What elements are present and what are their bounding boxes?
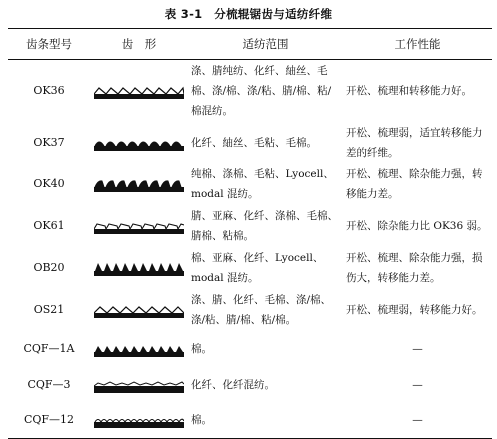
cell-model: CQF—1A xyxy=(23,341,75,355)
cell-performance: 开松、梳理弱，适宜转移能力差的纤维。 xyxy=(346,126,483,159)
cell-tooth xyxy=(90,247,188,289)
cell-model: OB20 xyxy=(33,260,65,274)
cell-model: CQF—12 xyxy=(23,413,75,427)
cell-model: OK37 xyxy=(33,135,65,149)
cell-fiber: 涤、腈、化纤、毛棉、涤/棉、涤/粘、腈/棉、粘/棉。 xyxy=(191,293,332,326)
tooth-profile-cqf12-icon xyxy=(94,411,184,429)
cell-fiber: 棉。 xyxy=(191,414,212,427)
table-row xyxy=(8,403,492,439)
cell-model: CQF—3 xyxy=(27,377,71,391)
cell-tooth xyxy=(90,123,188,163)
cell-fiber: 涤、腈纯纺、化纤、紬丝、毛棉、涤/棉、涤/粘、腈/棉、粘/棉混纺。 xyxy=(191,65,332,118)
table-row xyxy=(8,205,492,247)
tooth-profile-os21-icon xyxy=(94,301,184,319)
cell-performance: 开松、梳理、除杂能力强，转移能力差。 xyxy=(346,167,483,200)
table-row xyxy=(8,60,492,123)
cell-performance: 开松、除杂能力比 OK36 弱。 xyxy=(346,219,488,232)
cell-fiber: 化纤、紬丝、毛粘、毛棉。 xyxy=(191,136,317,149)
cell-model: OK36 xyxy=(33,84,65,98)
table-row xyxy=(8,247,492,289)
cell-performance: 开松、梳理、除杂能力强，损伤大，转移能力差。 xyxy=(346,251,483,284)
cell-performance: — xyxy=(412,342,423,355)
tooth-profile-ok36-icon xyxy=(94,82,184,100)
cell-tooth xyxy=(90,403,188,439)
tooth-profile-ok37-icon xyxy=(94,134,184,152)
table-row xyxy=(8,163,492,205)
cell-fiber: 腈、亚麻、化纤、涤棉、毛棉、腈棉、粘棉。 xyxy=(191,209,338,242)
header-performance: 工作性能 xyxy=(343,29,492,60)
sawtooth-fiber-table xyxy=(8,28,492,439)
header-model: 齿条型号 xyxy=(8,29,90,60)
tooth-profile-ok40-icon xyxy=(94,175,184,193)
table-row xyxy=(8,123,492,163)
cell-fiber: 棉。 xyxy=(191,342,212,355)
header-row xyxy=(8,29,492,60)
header-fiber: 适纺范围 xyxy=(188,29,343,60)
cell-fiber: 棉、亚麻、化纤、Lyocell、modal 混纺。 xyxy=(191,251,324,284)
header-tooth: 齿 形 xyxy=(90,29,188,60)
cell-tooth xyxy=(90,60,188,123)
table-row xyxy=(8,331,492,367)
cell-performance: — xyxy=(412,378,423,391)
cell-performance: 开松、梳理和转移能力好。 xyxy=(346,85,472,98)
tooth-profile-ok61-icon xyxy=(94,217,184,235)
cell-performance: 开松、梳理弱，转移能力好。 xyxy=(346,303,483,316)
tooth-profile-ob20-icon xyxy=(94,259,184,277)
cell-model: OK61 xyxy=(33,218,65,232)
cell-tooth xyxy=(90,163,188,205)
cell-tooth xyxy=(90,205,188,247)
cell-performance: — xyxy=(412,414,423,427)
cell-tooth xyxy=(90,331,188,367)
cell-tooth xyxy=(90,367,188,403)
cell-fiber: 化纤、化纤混纺。 xyxy=(191,378,275,391)
table-row xyxy=(8,289,492,331)
table-row xyxy=(8,367,492,403)
cell-model: OS21 xyxy=(33,302,65,316)
table-caption: 表 3-1 分梳辊锯齿与适纺纤维 xyxy=(164,7,333,21)
cell-fiber: 纯棉、涤棉、毛粘、Lyocell、modal 混纺。 xyxy=(191,167,334,200)
cell-tooth xyxy=(90,289,188,331)
tooth-profile-cqf3-icon xyxy=(94,376,184,394)
tooth-profile-cqf1a-icon xyxy=(94,340,184,358)
cell-model: OK40 xyxy=(33,176,65,190)
